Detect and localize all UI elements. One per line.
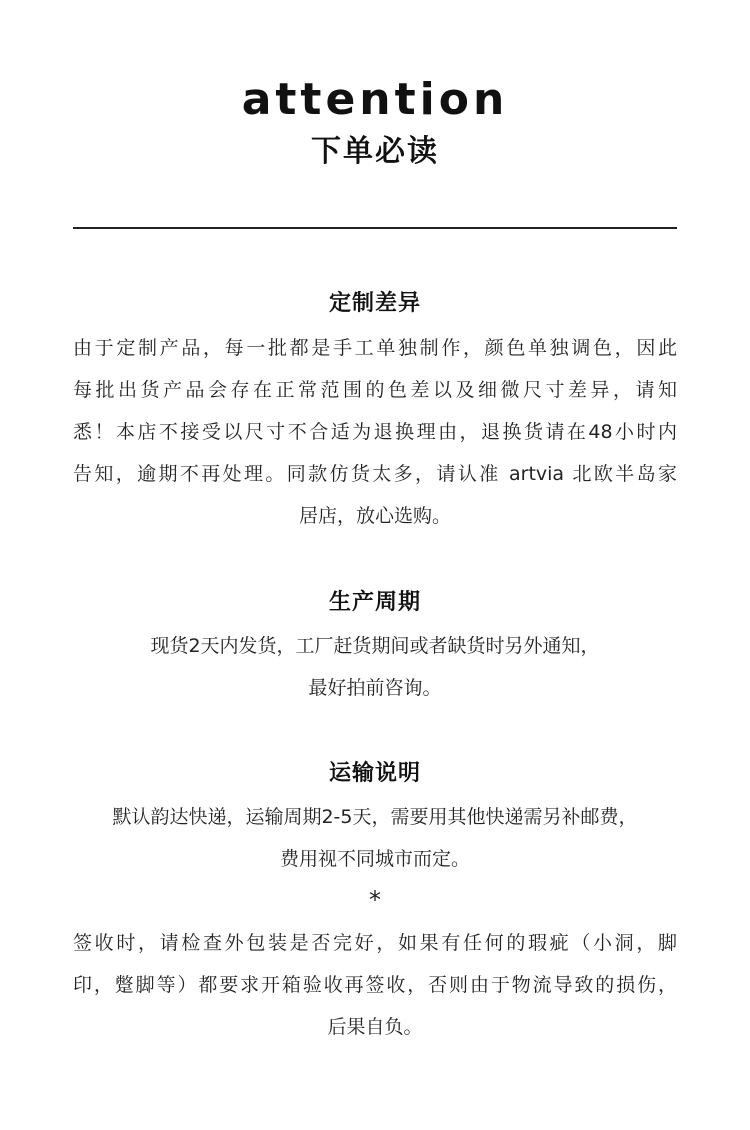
section-body-production [73, 625, 677, 709]
paragraph-line: 每批出货产品会存在正常范围的色差以及细微尺寸差异，请知 [73, 379, 677, 401]
paragraph-line: 费用视不同城市而定。 [279, 848, 470, 870]
paragraph-line: 悉！本店不接受以尺寸不合适为退换理由，退换货请在48小时内 [73, 421, 677, 443]
page-title-english: attention [241, 74, 509, 125]
section-body-shipping [73, 796, 677, 880]
section-body-signing [73, 922, 677, 1048]
paragraph-line: 现货2天内发货，工厂赶货期间或者缺货时另外通知， [150, 635, 600, 657]
paragraph-line: 居店，放心选购。 [298, 505, 451, 527]
page-title-chinese: 下单必读 [311, 134, 439, 169]
asterisk-separator: * [369, 886, 381, 914]
section-body-customization [73, 327, 677, 537]
paragraph-line: 由于定制产品，每一批都是手工单独制作，颜色单独调色，因此 [73, 337, 677, 359]
title-divider [73, 227, 677, 229]
paragraph-line: 告知，逾期不再处理。同款仿货太多，请认准 artvia 北欧半岛家 [73, 463, 677, 485]
section-heading-production: 生产周期 [328, 590, 421, 615]
paragraph-line: 签收时，请检查外包装是否完好，如果有任何的瑕疵（小洞，脚 [73, 932, 677, 954]
section-heading-customization: 定制差异 [328, 291, 421, 316]
paragraph-line: 后果自负。 [327, 1016, 423, 1038]
paragraph-line: 印，蹩脚等）都要求开箱验收再签收，否则由于物流导致的损伤， [73, 974, 677, 996]
section-heading-shipping: 运输说明 [328, 761, 421, 786]
paragraph-line: 默认韵达快递，运输周期2-5天，需要用其他快递需另补邮费， [112, 806, 638, 828]
paragraph-line: 最好拍前咨询。 [308, 677, 442, 699]
